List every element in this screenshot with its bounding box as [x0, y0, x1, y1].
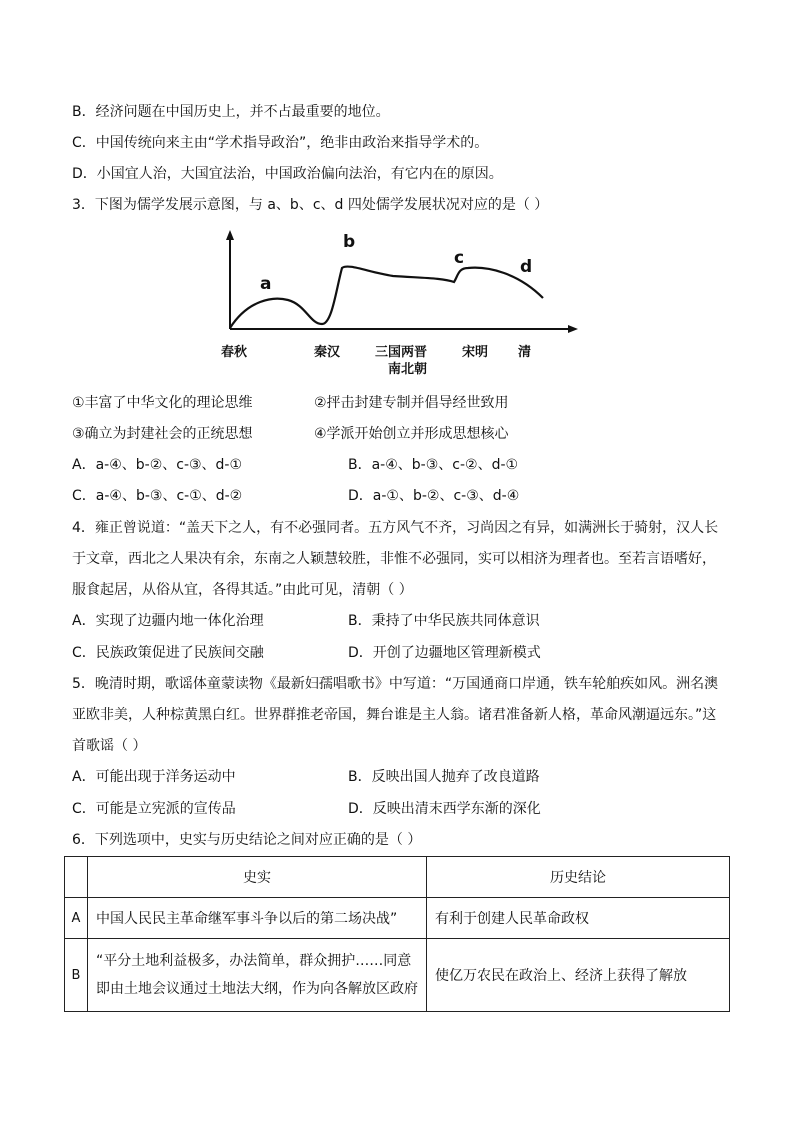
q5-stem-line-2: 亚欧非美，人种棕黄黑白红。世界群推老帝国，舞台谁是主人翁。诸君准备新人格，革命风潮逼远东。”这: [72, 707, 717, 723]
development-curve: [230, 267, 543, 328]
row-b-fact-line-1: “平分土地利益极多，办法简单，群众拥护……同意: [96, 953, 412, 969]
q4-stem-line-1: 4．雍正曾说道：“盖天下之人，有不必强同者。五方风气不齐，习尚因之有异，如满洲长于骑射，汉人长: [72, 520, 719, 536]
point-d-label: d: [520, 257, 533, 277]
header-conclusion-cell: 历史结论: [427, 857, 730, 898]
q3-option-a: A．a-④、b-②、c-③、d-①: [72, 457, 243, 473]
row-b-fact: [88, 939, 427, 1012]
row-a-conclusion: 有利于创建人民革命政权: [427, 898, 730, 939]
y-axis-arrow: [226, 230, 234, 240]
point-a-label: a: [260, 274, 272, 294]
table-row: [65, 939, 730, 1012]
point-c-label: c: [454, 248, 465, 268]
axis-label-north-south: 南北朝: [388, 362, 428, 377]
axis-label-qing: 清: [518, 345, 532, 360]
q4-stem-line-3: 服食起居，从俗从宜，各得其适。”由此可见，清朝（ ）: [72, 582, 413, 598]
row-a-index: A: [65, 898, 88, 939]
q4-option-a: A．实现了边疆内地一体化治理: [72, 613, 264, 629]
q5-option-d: D．反映出清末西学东渐的深化: [348, 801, 541, 817]
q2-option-b: B．经济问题在中国历史上，并不占最重要的地位。: [72, 104, 390, 120]
row-b-conclusion: 使亿万农民在政治上、经济上获得了解放: [427, 939, 730, 1012]
row-b-fact-line-2: 即由土地会议通过土地法大纲，作为向各解放区政府: [96, 981, 418, 997]
q3-statement-2: ②抨击封建专制并倡导经世致用: [314, 395, 509, 411]
table-header-row: [65, 857, 730, 898]
header-fact-cell: 史实: [88, 857, 427, 898]
q5-stem-line-3: 首歌谣（ ）: [72, 738, 147, 754]
q3-option-c: C．a-④、b-③、c-①、d-②: [72, 488, 243, 504]
header-index-cell: [65, 857, 88, 898]
q3-statement-4: ④学派开始创立并形成思想核心: [314, 426, 509, 442]
table-row: [65, 898, 730, 939]
confucianism-development-diagram: [218, 228, 588, 378]
row-b-index: B: [65, 939, 88, 1012]
q2-option-c: C．中国传统向来主由“学术指导政治”，绝非由政治来指导学术的。: [72, 135, 489, 151]
diagram-svg: [218, 228, 588, 378]
q5-option-c: C．可能是立宪派的宣传品: [72, 801, 236, 817]
x-axis-arrow: [568, 325, 578, 333]
q3-stem: 3．下图为儒学发展示意图，与 a、b、c、d 四处儒学发展状况对应的是（ ）: [72, 197, 549, 213]
axis-label-qin-han: 秦汉: [314, 345, 341, 360]
q5-stem-line-1: 5．晚清时期，歌谣体童蒙读物《最新妇孺唱歌书》中写道：“万国通商口岸通，铁车轮舶疾如风。洲名澳: [72, 676, 719, 692]
q4-option-d: D．开创了边疆地区管理新模式: [348, 645, 541, 661]
q3-statement-1: ①丰富了中华文化的理论思维: [72, 395, 253, 411]
row-a-fact: 中国人民民主革命继军事斗争以后的第二场决战”: [88, 898, 427, 939]
point-b-label: b: [343, 232, 356, 252]
axis-label-spring-autumn: 春秋: [221, 345, 248, 360]
q5-option-b: B．反映出国人抛弃了改良道路: [348, 769, 540, 785]
history-facts-table: [64, 856, 730, 1012]
q4-stem-line-2: 于文章，西北之人果决有余，东南之人颖慧较胜，非惟不必强同，实可以相济为理者也。至若言语嗜好，: [72, 551, 716, 567]
q4-option-c: C．民族政策促进了民族间交融: [72, 645, 264, 661]
q6-stem: 6．下列选项中，史实与历史结论之间对应正确的是（ ）: [72, 832, 422, 848]
q3-statement-3: ③确立为封建社会的正统思想: [72, 426, 253, 442]
axis-label-song-ming: 宋明: [462, 345, 489, 360]
axis-label-three-kingdoms: 三国两晋: [375, 345, 428, 360]
q5-option-a: A．可能出现于洋务运动中: [72, 769, 236, 785]
q3-option-d: D．a-①、b-②、c-③、d-④: [348, 488, 520, 504]
q4-option-b: B．秉持了中华民族共同体意识: [348, 613, 540, 629]
q3-option-b: B．a-④、b-③、c-②、d-①: [348, 457, 519, 473]
q2-option-d: D．小国宜人治，大国宜法治，中国政治偏向法治，有它内在的原因。: [72, 166, 503, 182]
